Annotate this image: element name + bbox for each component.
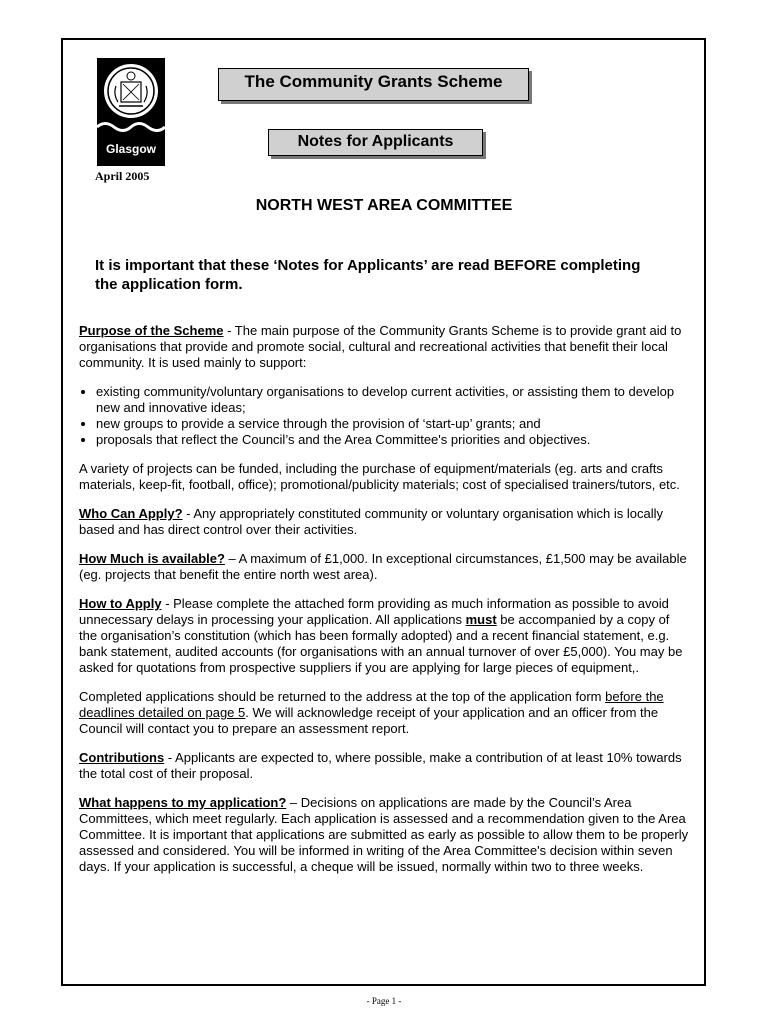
contributions-text: - Applicants are expected to, where possible, make a contribution of at least 10% towards the total cost of their proposal. bbox=[79, 750, 682, 781]
purpose-heading: Purpose of the Scheme bbox=[79, 323, 224, 338]
document-date: April 2005 bbox=[95, 169, 150, 183]
glasgow-crest-icon bbox=[104, 64, 158, 118]
completed-text-before: Completed applications should be returned to the address at the top of the application form bbox=[79, 689, 606, 704]
logo-text: Glasgow bbox=[105, 142, 156, 156]
how-to-text-after: be accompanied by a copy of the organisation’s constitution (which has been formally adopted) and a recent financial statement, e.g. bank statement, audited accounts (for organisations with an annual turnover of over £5,000). You may be asked for quotations from prospective suppliers if you are applying for large pieces of equipment,. bbox=[79, 612, 683, 675]
completed-text-after: . We will acknowledge receipt of your application and an officer from the Council will contact you to prepare an assessment report. bbox=[79, 705, 659, 736]
deadlines-reference: before the deadlines detailed on page 5 bbox=[79, 689, 664, 720]
list-item: • new groups to provide a service through the provision of ‘start-up’ grants; and bbox=[96, 416, 691, 432]
glasgow-logo bbox=[97, 58, 165, 166]
contributions-paragraph bbox=[79, 750, 691, 782]
what-happens-paragraph bbox=[79, 795, 691, 875]
waves-icon bbox=[97, 120, 165, 134]
important-notice: It is important that these ‘Notes for Applicants’ are read BEFORE completing the application form. bbox=[95, 257, 641, 293]
how-much-heading: How Much is available? bbox=[79, 551, 225, 566]
who-text: - Any appropriately constituted community or voluntary organisation which is locally based and has direct control over their activities. bbox=[79, 506, 664, 537]
how-much-paragraph bbox=[79, 551, 691, 583]
how-much-text: – A maximum of £1,000. In exceptional circumstances, £1,500 may be available (eg. projects that benefit the entire north west area). bbox=[79, 551, 687, 582]
variety-paragraph: A variety of projects can be funded, including the purchase of equipment/materials (eg. arts and crafts materials, keep-fit, football, office); promotional/publicity materials; cost of specialised trainers/tutors, etc. bbox=[79, 461, 680, 492]
how-to-paragraph bbox=[79, 596, 691, 676]
what-happens-heading: What happens to my application? bbox=[79, 795, 287, 810]
completed-paragraph bbox=[79, 689, 691, 737]
purpose-paragraph bbox=[79, 323, 691, 371]
who-heading: Who Can Apply? bbox=[79, 506, 183, 521]
who-paragraph bbox=[79, 506, 691, 538]
document-subtitle: Notes for Applicants bbox=[268, 129, 483, 156]
document-body bbox=[79, 323, 691, 888]
how-to-heading: How to Apply bbox=[79, 596, 162, 611]
what-happens-text: – Decisions on applications are made by the Council’s Area Committees, which meet regularly. Each application is assessed and a recommendation given to the Area Committee. It is important that applications are submitted as early as possible to allow them to be properly assessed and considered. You will be informed in writing of the Area Committee's decision within seven days. If your application is successful, a cheque will be issued, normally within two to three weeks. bbox=[79, 795, 689, 874]
committee-heading: NORTH WEST AREA COMMITTEE bbox=[255, 197, 513, 214]
purpose-text: - The main purpose of the Community Grants Scheme is to provide grant aid to organisations that provide and promote social, cultural and recreational activities that benefit their local community. It is used mainly to support: bbox=[79, 323, 682, 370]
list-item: • existing community/voluntary organisations to develop current activities, or assisting them to develop new and innovative ideas; bbox=[96, 384, 691, 416]
support-list bbox=[79, 384, 691, 448]
how-to-text-before: - Please complete the attached form providing as much information as possible to avoid unnecessary delays in processing your application. All applications bbox=[79, 596, 669, 627]
must-emphasis: must bbox=[465, 612, 497, 627]
document-title: The Community Grants Scheme bbox=[218, 68, 529, 101]
contributions-heading: Contributions bbox=[79, 750, 165, 765]
page-number: - Page 1 - bbox=[366, 996, 402, 1006]
list-item: • proposals that reflect the Council’s and the Area Committee's priorities and objectives. bbox=[96, 432, 691, 448]
